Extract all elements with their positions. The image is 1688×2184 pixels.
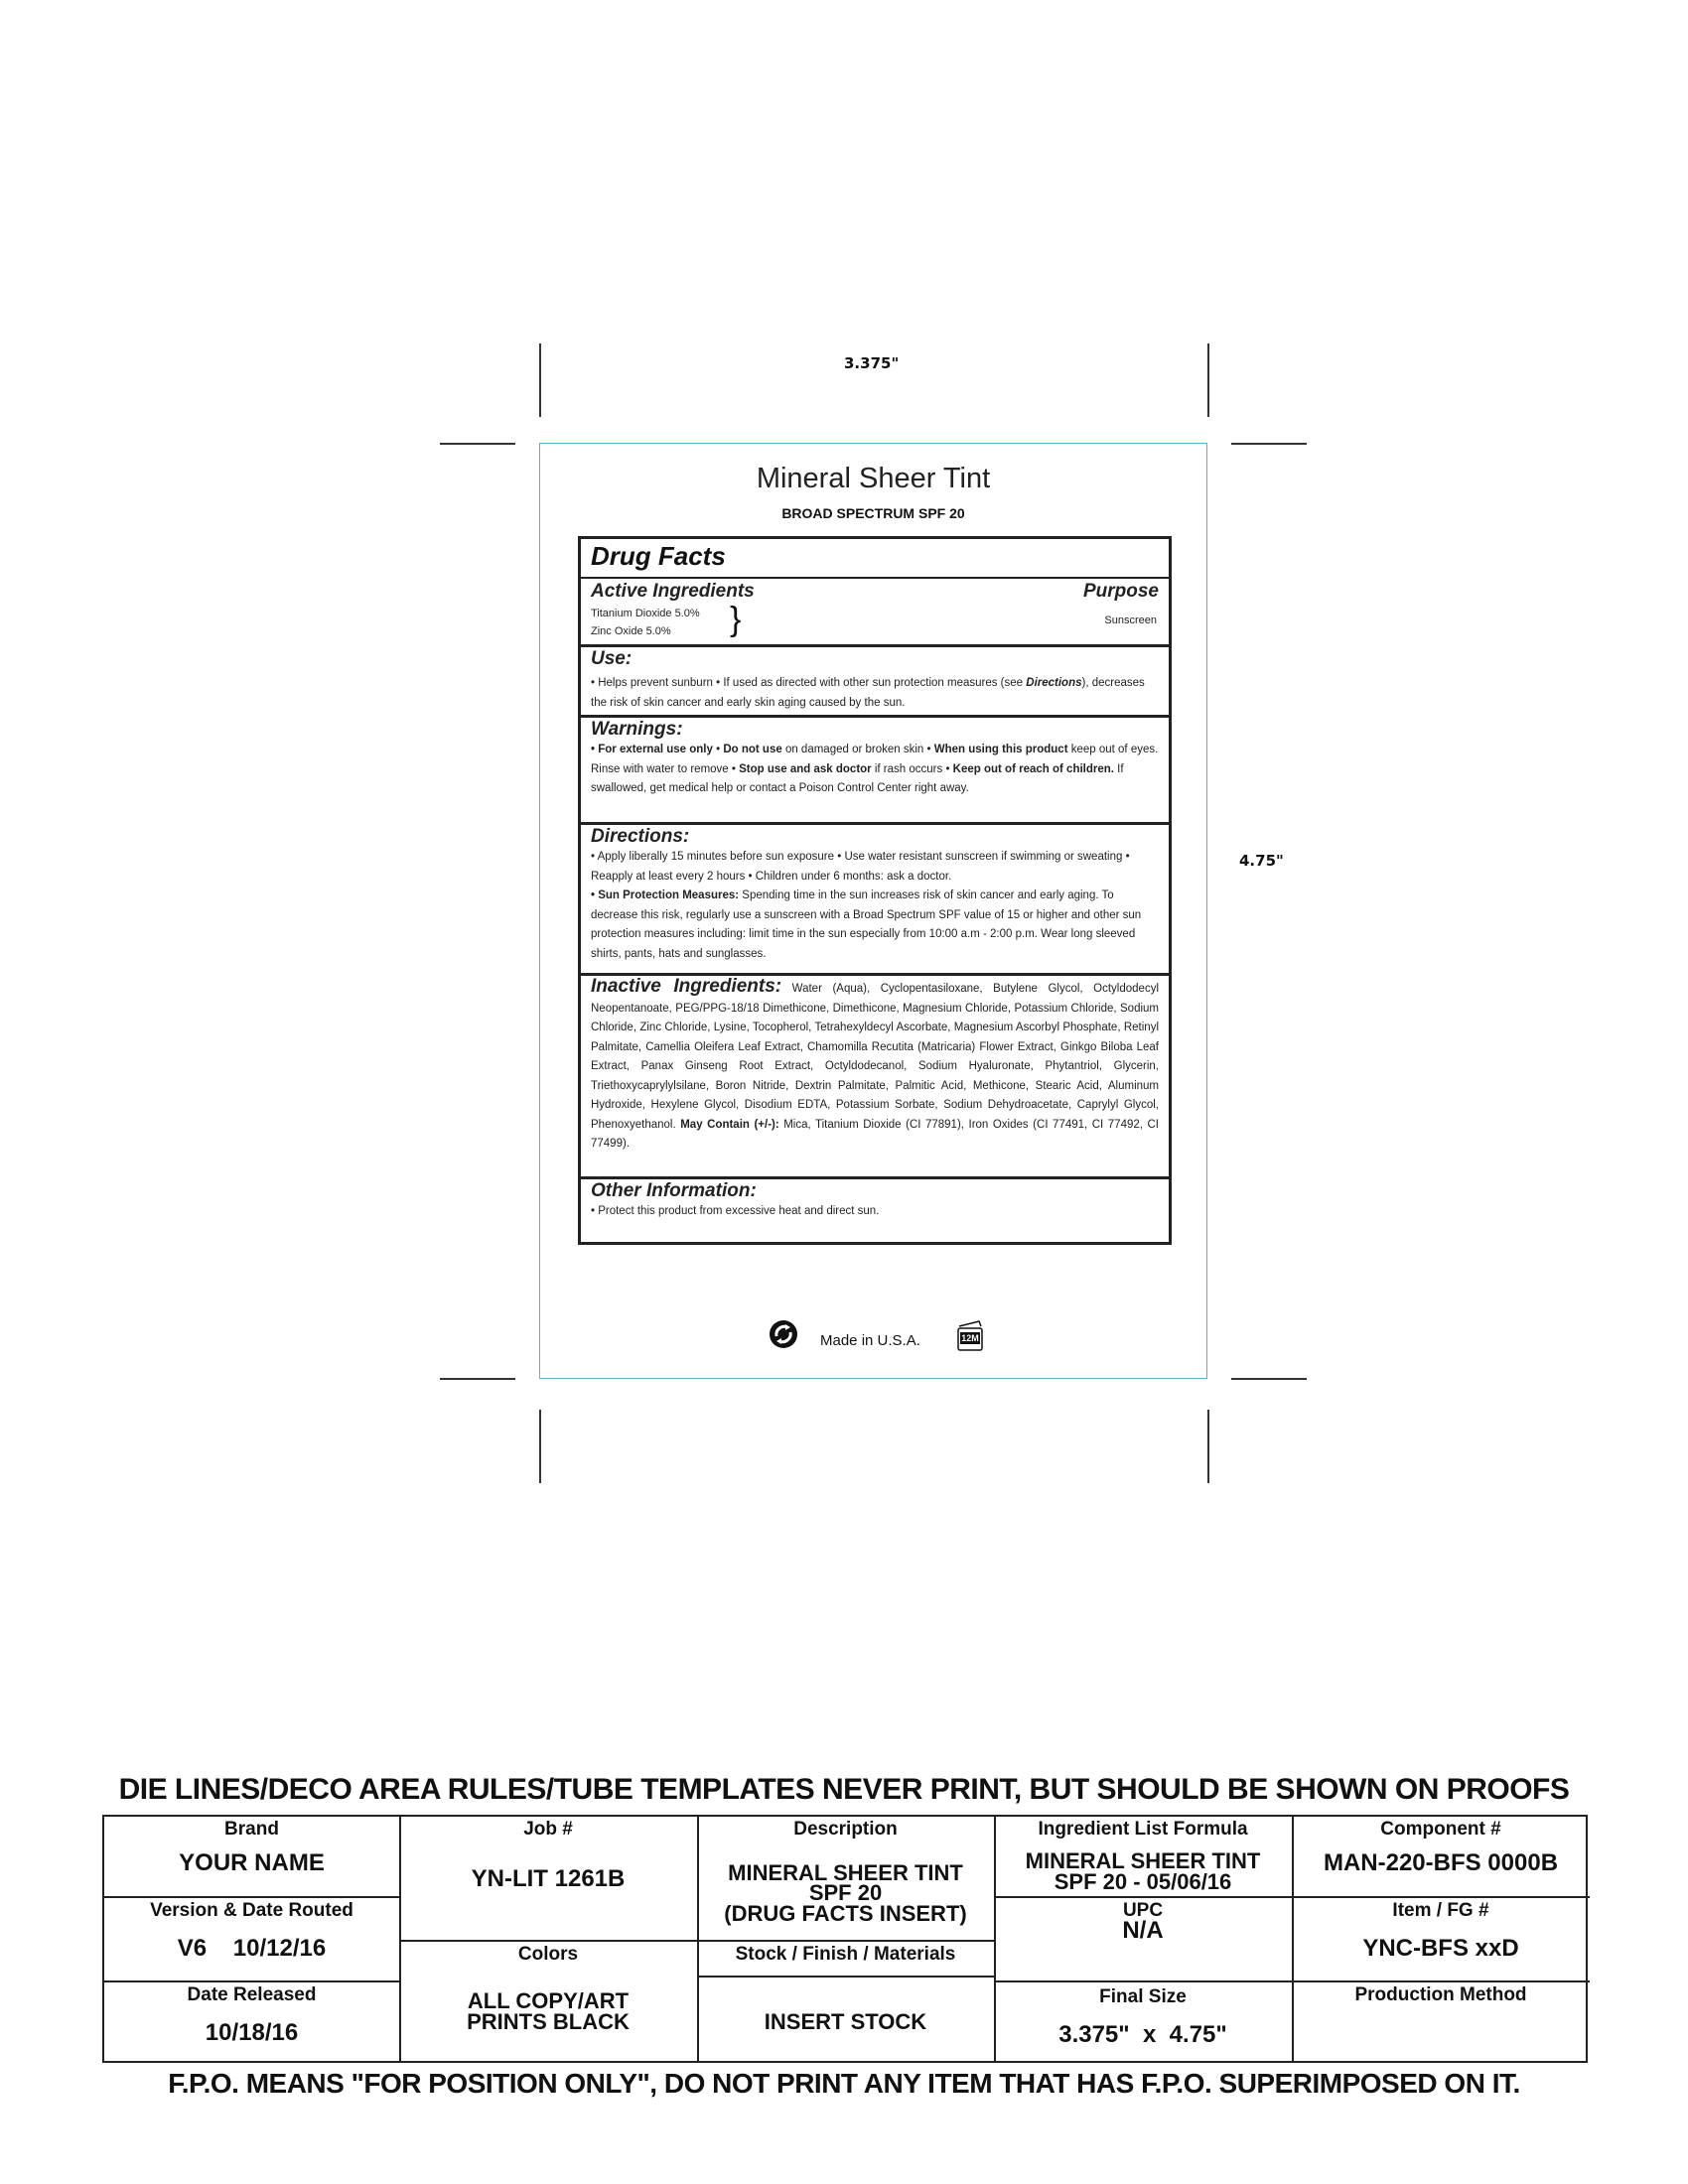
date-released-label: Date Released [187, 1984, 317, 2005]
purpose-heading: Purpose [1082, 581, 1159, 602]
description-value-2: SPF 20 [808, 1880, 883, 1905]
pao-jar-icon [955, 1320, 985, 1352]
other-information-heading: Other Information: [591, 1180, 757, 1201]
stock-value: INSERT STOCK [764, 2009, 927, 2034]
final-size-label: Final Size [1099, 1986, 1187, 2007]
directions-bold: • Sun Protection Measures: [591, 889, 740, 901]
inactive-ingredients-text: Water (Aqua), Cyclopentasiloxane, Butylene Glycol, Octyldodecyl Neopentanoate, PEG/PPG-18/18 Dimethicone, Dimethicone, Magnesium Chloride, Potassium Chloride, Sodium Chloride, Zinc Chloride, Lysine, Tocopherol, Tetrahexyldecyl Ascorbate, Magnesium Ascorbyl Phosphate, Retinyl Palmitate, Camellia Oleifera Leaf Extract, Chamomilla Recutita (Matricaria) Flower Extract, Ginkgo Biloba Leaf Extract, Panax Ginseng Root Extract, Octyldodecanol, Sodium Hyaluronate, Phytantriol, Glycerin, Triethoxycaprylylsilane, Boron Nitride, Dextrin Palmitate, Palmitic Acid, Methicone, Stearic Acid, Aluminum Hydroxide, Hexylene Glycol, Disodium EDTA, Potassium Sorbate, Sodium Dehydroacetate, Caprylyl Glycol, Phenoxyethanol. [591, 983, 1159, 1131]
stock-label: Stock / Finish / Materials [735, 1944, 956, 1965]
component-label: Component # [1380, 1819, 1501, 1840]
warning-text: keep out of eyes. Rinse with water to remove • [591, 744, 1159, 775]
description-value-3: (DRUG FACTS INSERT) [724, 1901, 967, 1926]
crop-mark [1207, 343, 1209, 417]
ingredient-list-formula-value-2: SPF 20 - 05/06/16 [1054, 1869, 1232, 1894]
pao-label: 12M [961, 1333, 979, 1343]
warning-bold: When using this product [933, 744, 1068, 755]
warning-bold: Stop use and ask doctor [739, 762, 872, 775]
inactive-ingredients-section [581, 977, 1169, 1155]
upc-value: N/A [1122, 1917, 1164, 1944]
final-size-value: 3.375" x 4.75" [1058, 2021, 1227, 2048]
brace-icon: } [730, 601, 742, 638]
description-label: Description [793, 1819, 898, 1840]
active-ingredient-2: Zinc Oxide 5.0% [591, 625, 671, 637]
warning-text: on damaged or broken skin • [781, 744, 934, 755]
row-divider [1292, 1980, 1590, 1982]
use-heading: Use: [591, 648, 633, 669]
other-information-section [581, 1180, 1169, 1222]
colors-label: Colors [517, 1944, 579, 1965]
spec-table [102, 1815, 1588, 2063]
ingredient-list-formula-value-1: MINERAL SHEER TINT [1025, 1848, 1261, 1873]
other-information-text: • Protect this product from excessive heat and direct sun. [591, 1205, 880, 1217]
use-text: • Helps prevent sunburn • If used as directed with other sun protection measures (see [591, 677, 1024, 689]
divider [581, 577, 1169, 579]
row-divider [399, 1940, 697, 1942]
divider [581, 644, 1169, 647]
upc-label: UPC [1122, 1900, 1164, 1921]
version-value: V6 10/12/16 [177, 1935, 327, 1962]
date-released-value: 10/18/16 [205, 2019, 299, 2046]
use-directions-ref: Directions [1026, 677, 1082, 689]
colors-value-2: PRINTS BLACK [467, 2009, 630, 2034]
job-label: Job # [523, 1819, 573, 1840]
row-divider [697, 1940, 994, 1942]
product-title: Mineral Sheer Tint [756, 463, 991, 494]
rules-header: DIE LINES/DECO AREA RULES/TUBE TEMPLATES NEVER PRINT, BUT SHOULD BE SHOWN ON PROOFS [118, 1773, 1570, 1806]
warning-bold: Do not use [723, 744, 782, 755]
use-section [581, 648, 1169, 713]
row-divider [697, 1976, 994, 1978]
warning-text: • [712, 744, 724, 755]
warning-text: if rash occurs • [871, 762, 953, 775]
row-divider [1292, 1896, 1590, 1898]
crop-mark [440, 443, 515, 445]
version-label: Version & Date Routed [150, 1900, 353, 1921]
crop-mark [539, 1410, 541, 1483]
brand-label: Brand [224, 1819, 279, 1840]
crop-mark [539, 343, 541, 417]
crop-mark [1231, 1378, 1307, 1380]
active-ingredients-section [581, 581, 1169, 642]
directions-heading: Directions: [591, 826, 690, 847]
recycle-icon [769, 1319, 798, 1349]
production-method-label: Production Method [1354, 1984, 1527, 2005]
warnings-section [581, 719, 1169, 799]
divider [581, 822, 1169, 825]
description-value-1: MINERAL SHEER TINT [728, 1860, 963, 1885]
crop-mark [440, 1378, 515, 1380]
row-divider [104, 1896, 399, 1898]
directions-text: • Apply liberally 15 minutes before sun exposure • Use water resistant sunscreen if swimming or sweating • Reapply at least every 2 hours • Children under 6 months: ask a doctor. [591, 851, 1130, 883]
job-value: YN-LIT 1261B [471, 1865, 626, 1892]
row-divider [994, 1896, 1292, 1898]
directions-section [581, 826, 1169, 964]
drug-facts-heading: Drug Facts [591, 541, 726, 571]
crop-mark [1231, 443, 1307, 445]
drug-facts-header [581, 541, 1169, 572]
divider [581, 1176, 1169, 1179]
warning-text: If swallowed, get medical help or contact a Poison Control Center right away. [591, 762, 1124, 794]
made-in-label: Made in U.S.A. [820, 1332, 920, 1349]
colors-value-1: ALL COPY/ART [467, 1988, 630, 2013]
product-subtitle: BROAD SPECTRUM SPF 20 [781, 505, 965, 521]
active-ingredient-1: Titanium Dioxide 5.0% [591, 608, 700, 619]
active-ingredients-heading: Active Ingredients [591, 581, 755, 602]
item-value: YNC-BFS xxD [1362, 1935, 1519, 1962]
item-label: Item / FG # [1392, 1900, 1489, 1921]
use-text-rest: ), decreases the risk of skin cancer and early skin aging caused by the sun. [591, 677, 1145, 709]
component-value: MAN-220-BFS 0000B [1323, 1849, 1559, 1876]
brand-value: YOUR NAME [179, 1849, 325, 1876]
warning-bold: • For external use only [591, 744, 713, 755]
warnings-heading: Warnings: [591, 719, 683, 740]
divider [581, 715, 1169, 718]
drug-facts-box [578, 536, 1172, 1245]
row-divider [994, 1980, 1292, 1982]
directions-text: Spending time in the sun increases risk of skin cancer and early aging. To decrease this risk, regularly use a sunscreen with a Broad Spectrum SPF value of 15 or higher and other sun protection measures including: limit time in the sun especially from 10:00 a.m - 2:00 p.m. Wear long sleeved shirts, pants, hats and sunglasses. [591, 889, 1142, 960]
may-contain-text: Mica, Titanium Dioxide (CI 77891), Iron Oxides (CI 77491, CI 77492, CI 77499). [591, 1118, 1159, 1150]
warning-bold: Keep out of reach of children. [952, 762, 1114, 775]
height-dimension-label: 4.75" [1239, 852, 1284, 870]
ingredient-list-formula-label: Ingredient List Formula [1038, 1819, 1248, 1840]
width-dimension-label: 3.375" [844, 354, 900, 372]
fpo-footer: F.P.O. MEANS "FOR POSITION ONLY", DO NOT PRINT ANY ITEM THAT HAS F.P.O. SUPERIMPOSED ON IT. [168, 2068, 1520, 2099]
crop-mark [1207, 1410, 1209, 1483]
inactive-ingredients-heading: Inactive Ingredients: [591, 976, 782, 997]
may-contain-bold: May Contain (+/-): [680, 1118, 779, 1131]
row-divider [104, 1980, 399, 1982]
purpose-value: Sunscreen [1104, 614, 1157, 626]
